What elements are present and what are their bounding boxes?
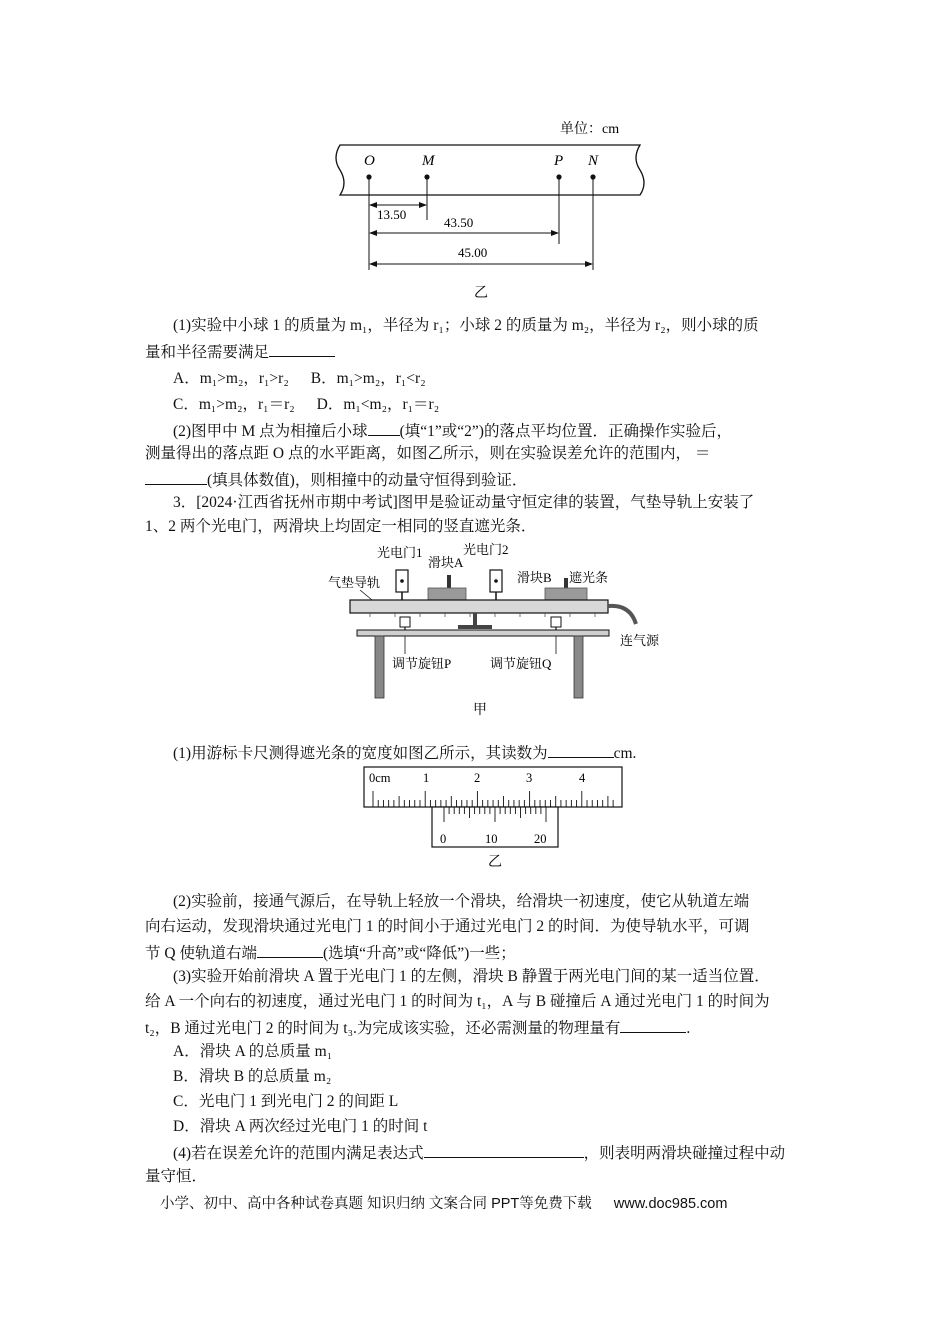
q3-part2-line2: 向右运动，发现滑块通过光电门 1 的时间小于通过光电门 2 的时间．为使导轨水平，可调 — [145, 918, 750, 935]
q2-part1-line1: (1)实验中小球 1 的质量为 m₁，半径为 r₁；小球 2 的质量为 m₂，半径为 r₂，则小球的质 — [173, 317, 759, 334]
figure-caption: 乙 — [474, 286, 488, 301]
main-label-3: 3 — [526, 771, 533, 785]
main-label-1: 1 — [423, 771, 430, 785]
q3-part2-line1: (2)实验前，接通气源后，在导轨上轻放一个滑块，给滑块一初速度，使它从轨道左端 — [173, 893, 750, 910]
svg-text:P: P — [554, 153, 564, 169]
dim-on-label: 45.00 — [458, 245, 488, 260]
q3-part4-line2: 量守恒． — [145, 1168, 208, 1185]
q3-option-a: A．滑块 A 的总质量 m₁ — [173, 1043, 333, 1060]
svg-text:N: N — [588, 153, 599, 169]
main-label-4: 4 — [579, 771, 586, 785]
svg-text:滑块B: 滑块B — [517, 570, 552, 585]
footer-text: 小学、初中、高中各种试卷真题 知识归纳 文案合同 PPT等免费下载 — [160, 1196, 592, 1212]
point-m — [421, 153, 436, 180]
table-leg-right — [574, 636, 583, 698]
answer-blank[interactable] — [257, 941, 323, 958]
q2-part2-line2: 测量得出的落点距 O 点的水平距离，如图乙所示，则在实验误差允许的范围内， ＝ — [145, 445, 711, 462]
q3-part4-line1: (4)若在误差允许的范围内满足表达式 ，则表明两滑块碰撞过程中动 — [173, 1141, 785, 1165]
table-top — [357, 630, 609, 636]
main-label-2: 2 — [474, 771, 481, 785]
dim-op-label: 43.50 — [444, 215, 474, 230]
knob-q-label: 调节旋钮Q — [490, 656, 552, 671]
table-leg-left — [375, 636, 384, 698]
photogate-1 — [377, 545, 423, 600]
unit-label: 单位：cm — [560, 122, 620, 137]
point-n — [587, 153, 599, 180]
q3-option-d: D．滑块 A 两次经过光电门 1 的时间 t — [173, 1118, 428, 1135]
q2-part2-line3: (填具体数值)，则相撞中的动量守恒得到验证． — [145, 468, 527, 492]
landing-point-figure — [0, 0, 950, 310]
dim-om-label: 13.50 — [377, 207, 407, 222]
q3-part2-line3: 节 Q 使轨道右端 (选填“升高”或“降低”)一些； — [145, 941, 516, 965]
q3-intro-line2: 1、2 两个光电门，两滑块上均固定一相同的竖直遮光条． — [145, 518, 537, 535]
q2-part2-line1: (2)图甲中 M 点为相撞后小球 (填“1”或“2”)的落点平均位置．正确操作实验后， — [173, 419, 732, 443]
vernier-label-10: 10 — [485, 832, 498, 846]
slider-b — [517, 570, 608, 600]
air-hose — [608, 606, 636, 624]
figure-caption: 甲 — [473, 703, 487, 718]
knob-p-label: 调节旋钮P — [392, 656, 452, 671]
svg-text:M: M — [422, 153, 435, 169]
answer-blank[interactable] — [269, 340, 335, 357]
q2-options-cd: C．m₁>m₂，r₁＝r₂ D．m₁<m₂，r₁＝r₂ — [173, 396, 440, 413]
air-track-figure — [0, 535, 950, 725]
q3-part1: (1)用游标卡尺测得遮光条的宽度如图乙所示，其读数为 cm. — [173, 741, 636, 765]
svg-text:光电门2: 光电门2 — [463, 542, 509, 557]
caliper-caption: 乙 — [488, 855, 502, 870]
answer-blank[interactable] — [368, 419, 400, 436]
q2-options-ab: A．m₁>m₂，r₁>r₂ B．m₁>m₂，r₁<r₂ — [173, 370, 426, 387]
svg-text:O: O — [364, 153, 375, 169]
slider-a — [428, 555, 466, 600]
point-p — [553, 153, 563, 180]
svg-text:遮光条: 遮光条 — [569, 570, 609, 585]
svg-text:滑块A: 滑块A — [428, 555, 464, 570]
q2-part1-line2: 量和半径需要满足 — [145, 340, 335, 364]
air-source-label: 连气源 — [620, 633, 660, 648]
vernier-caliper — [0, 760, 950, 870]
vernier-label-20: 20 — [534, 832, 547, 846]
q3-part3-line3: t₂，B 通过光电门 2 的时间为 t₃.为完成该实验，还必需测量的物理量有 . — [145, 1016, 690, 1040]
svg-text:光电门1: 光电门1 — [377, 545, 423, 560]
point-o — [364, 153, 375, 180]
center-support — [458, 613, 492, 629]
q3-intro-line1: 3．[2024·江西省抚州市期中考试]图甲是验证动量守恒定律的装置，气垫导轨上安装了 — [173, 494, 755, 511]
main-label-0: 0cm — [369, 771, 391, 785]
page-footer — [160, 1192, 727, 1213]
footer-url[interactable]: www.doc985.com — [613, 1196, 728, 1212]
q3-option-c: C．光电门 1 到光电门 2 的间距 L — [173, 1093, 399, 1110]
track-label: 气垫导轨 — [328, 575, 381, 590]
answer-blank[interactable] — [620, 1016, 686, 1033]
q3-option-b: B．滑块 B 的总质量 m₂ — [173, 1068, 332, 1085]
answer-blank[interactable] — [548, 741, 614, 758]
answer-blank[interactable] — [424, 1141, 584, 1158]
q3-part3-line2: 给 A 一个向右的初速度，通过光电门 1 的时间为 t₁，A 与 B 碰撞后 A 通过光电门 1 的时间为 — [145, 993, 770, 1010]
air-track — [350, 600, 608, 613]
vernier-label-0: 0 — [440, 832, 447, 846]
answer-blank[interactable] — [145, 468, 207, 485]
q3-part3-line1: (3)实验开始前滑块 A 置于光电门 1 的左侧，滑块 B 静置于两光电门间的某一适当位置． — [173, 968, 770, 985]
photogate-2 — [463, 542, 509, 600]
